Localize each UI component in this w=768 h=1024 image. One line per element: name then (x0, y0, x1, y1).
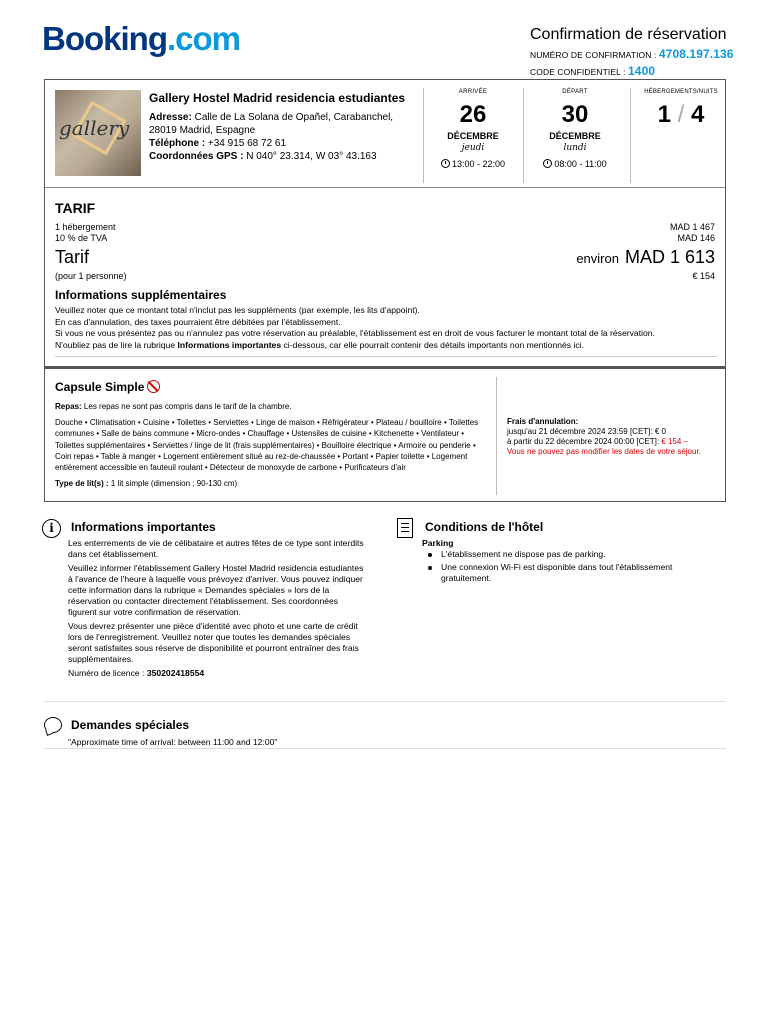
tarif-total-prefix: environ (576, 251, 619, 266)
arrival-time (423, 159, 523, 169)
license-label: Numéro de licence : (68, 668, 147, 678)
divider (55, 356, 717, 357)
pin-code: 1400 (628, 64, 656, 78)
hotel-contact (149, 111, 419, 163)
stay-separator: / (677, 101, 685, 128)
extra-info-line: En cas d'annulation, des taxes pourraient être débitées par l'établissement. (55, 316, 341, 327)
extra-info-bold-part: Informations importantes (177, 339, 282, 350)
confirmation-title: Confirmation de réservation (530, 26, 727, 43)
conditions-body (422, 538, 722, 586)
stay-value (641, 101, 721, 129)
special-requests-heading: Demandes spéciales (71, 718, 190, 732)
stay-units: 1 (657, 101, 671, 128)
phone-label: Téléphone : (149, 138, 206, 149)
divider (496, 377, 497, 495)
tarif-eur-value: € 154 (692, 271, 715, 281)
list-item: L'établissement ne dispose pas de parking. (422, 549, 722, 560)
extra-info-line (55, 340, 720, 352)
no-smoking-icon (147, 380, 160, 393)
phone-value: +34 915 68 72 61 (207, 138, 287, 149)
departure-time (525, 159, 625, 169)
pin-code-label: CODE CONFIDENTIEL : (530, 67, 629, 77)
tarif-line-accommodation: 1 hébergement (55, 222, 116, 232)
departure-label: DÉPART (562, 89, 588, 95)
confirmation-number-label: NUMÉRO DE CONFIRMATION : (530, 50, 659, 60)
divider (44, 748, 726, 749)
departure-day: 30 (561, 101, 589, 128)
booking-logo (42, 20, 240, 58)
extra-info-line: Si vous ne vous présentez pas ou n'annulez pas votre réservation au préalable, l'établissement est en droit de vous facturer le montant total de la réservation. (55, 328, 655, 338)
document-icon-line (401, 527, 409, 528)
license-line (68, 668, 368, 679)
arrival-day: 26 (459, 101, 487, 128)
cancellation-heading: Frais d'annulation: (507, 417, 579, 426)
document-icon (397, 518, 413, 538)
room-amenities: Douche • Climatisation • Cuisine • Toilettes • Serviettes • Linge de maison • Réfrigérateur • Plateau / bouilloire • Toilettes communes • Salle de bains commune • Micro-ondes • Chauffage • Ustensiles de cuisine • Kitchenette • Ventilateur • Toilettes supplémentaires • Serviettes / linge de lit (frais supplémentaires) • Bouilloire électrique • Armoire ou penderie • Coin repas • Table à manger • Logement entièrement situé au rez-de-chaussée • Portant • Papier toilette • Logement entièrement accessible en fauteuil roulant • Détecteur de monoxyde de carbone • Purificateurs d'air (55, 418, 479, 473)
extra-info-heading: Informations supplémentaires (55, 288, 227, 302)
confirmation-number: 4708.197.136 (658, 47, 734, 61)
tarif-total (576, 247, 715, 268)
pin-code-line (530, 64, 734, 78)
gps-value: N 040° 23.314, W 03° 43.163 (246, 151, 377, 162)
tarif-heading: TARIF (55, 200, 96, 216)
divider (44, 701, 726, 702)
hotel-gps (149, 150, 419, 163)
tarif-total-value: MAD 1 613 (624, 247, 715, 267)
conditions-list (422, 549, 722, 584)
tarif-line-vat: 10 % de TVA (55, 233, 108, 243)
hotel-phone (149, 137, 419, 150)
conditions-heading: Conditions de l'hôtel (425, 520, 544, 534)
tarif-line-vat-value: MAD 146 (677, 233, 715, 243)
stay-column (641, 89, 721, 129)
bed-value: 1 lit simple (dimension : 90-130 cm) (110, 479, 238, 489)
arrival-column (423, 89, 523, 169)
section-divider (45, 187, 725, 188)
arrival-time-value: 13:00 - 22:00 (451, 159, 506, 169)
cancellation-line (507, 437, 722, 447)
special-requests-text: "Approximate time of arrival: between 11:00 and 12:00" (68, 737, 278, 747)
bed-label: Type de lit(s) : (55, 479, 109, 489)
address-label: Adresse: (149, 112, 192, 123)
important-paragraph: Les enterrements de vie de célibataire et autres fêtes de ce type sont interdits dans cet établissement. (68, 538, 364, 559)
hotel-name: Gallery Hostel Madrid residencia estudiantes (149, 91, 406, 105)
arrival-weekday: jeudi (461, 143, 485, 153)
stay-label: HÉBERGEMENTS/NUITS (644, 89, 718, 95)
departure-time-value: 08:00 - 11:00 (554, 159, 607, 169)
room-meals (55, 401, 485, 412)
divider (630, 88, 631, 183)
important-paragraph: Vous devrez présenter une pièce d'identité avec photo et une carte de crédit lors de l'enregistrement. Veuillez noter que toutes les demandes spéciales seront satisfaites sous réserve de disponibilité et pourront entraîner des frais supplémentaires. (68, 621, 359, 664)
room-bed (55, 478, 485, 489)
logo-part-1: Booking (42, 20, 167, 57)
hotel-photo-sign: gallery (59, 116, 130, 140)
divider (523, 88, 524, 183)
info-icon: i (42, 519, 61, 538)
conditions-subheading: Parking (422, 538, 454, 548)
extra-info-line: Veuillez noter que ce montant total n'inclut pas les suppléments (par exemple, les lits d'appoint). (55, 305, 420, 315)
meals-label: Repas: (55, 402, 82, 411)
stay-nights: 4 (691, 101, 705, 128)
document-icon-line (401, 523, 409, 524)
hotel-address (149, 111, 419, 137)
meals-value: Les repas ne sont pas compris dans le tarif de la chambre. (83, 402, 292, 411)
hotel-photo (55, 90, 141, 176)
cancellation-line: jusqu'au 21 décembre 2024 23:59 [CET]: € 0 (507, 427, 666, 436)
cancellation-fees (507, 417, 722, 457)
important-info-body (68, 538, 368, 682)
room-title (55, 380, 160, 394)
license-number: 350202418554 (146, 668, 205, 678)
arrival-label: ARRIVÉE (458, 89, 488, 95)
confirmation-header (530, 26, 734, 78)
address-value: Calle de La Solana de Opañel, Carabanchel, 28019 Madrid, Espagne (149, 112, 394, 136)
cancellation-warning: Vous ne pouvez pas modifier les dates de votre séjour. (507, 447, 701, 456)
gps-label: Coordonnées GPS : (149, 151, 244, 162)
tarif-total-label: Tarif (55, 247, 90, 267)
extra-info-text (55, 305, 720, 351)
tarif-line-accommodation-value: MAD 1 467 (669, 222, 715, 232)
logo-part-2: .com (166, 20, 241, 57)
reservation-summary-box (44, 79, 726, 367)
list-item: Une connexion Wi-Fi est disponible dans tout l'établissement gratuitement. (422, 562, 722, 584)
room-body (55, 401, 485, 489)
cancellation-fee: € 154 – (661, 437, 689, 446)
extra-info-text-part: ci-dessous, car elle pourrait contenir des détails importants non mentionnés ici. (281, 339, 584, 350)
extra-info-text-part: N'oubliez pas de lire la rubrique (55, 339, 178, 350)
speech-bubble-icon (44, 717, 62, 733)
clock-icon (441, 159, 450, 168)
cancellation-date: à partir du 22 décembre 2024 00:00 [CET]: (507, 437, 662, 446)
departure-column (525, 89, 625, 169)
tarif-per-person: (pour 1 personne) (55, 271, 127, 281)
confirmation-number-line (530, 47, 734, 61)
clock-icon (543, 159, 552, 168)
document-icon-line (401, 531, 409, 532)
room-title-text: Capsule Simple (55, 380, 145, 394)
departure-month: DÉCEMBRE (549, 131, 601, 141)
important-info-heading: Informations importantes (71, 520, 216, 534)
room-details-box (44, 367, 726, 502)
important-paragraph: Veuillez informer l'établissement Gallery Hostel Madrid residencia estudiantes à l'avance de l'heure à laquelle vous prévoyez d'arriver. Vous pouvez indiquer cette information dans la rubrique « Demandes spéciales » lors de la réservation ou contacter directement l'établissement. Ses coordonnées figurent sur votre confirmation de réservation. (68, 563, 364, 617)
departure-weekday: lundi (563, 143, 587, 153)
arrival-month: DÉCEMBRE (447, 131, 499, 141)
